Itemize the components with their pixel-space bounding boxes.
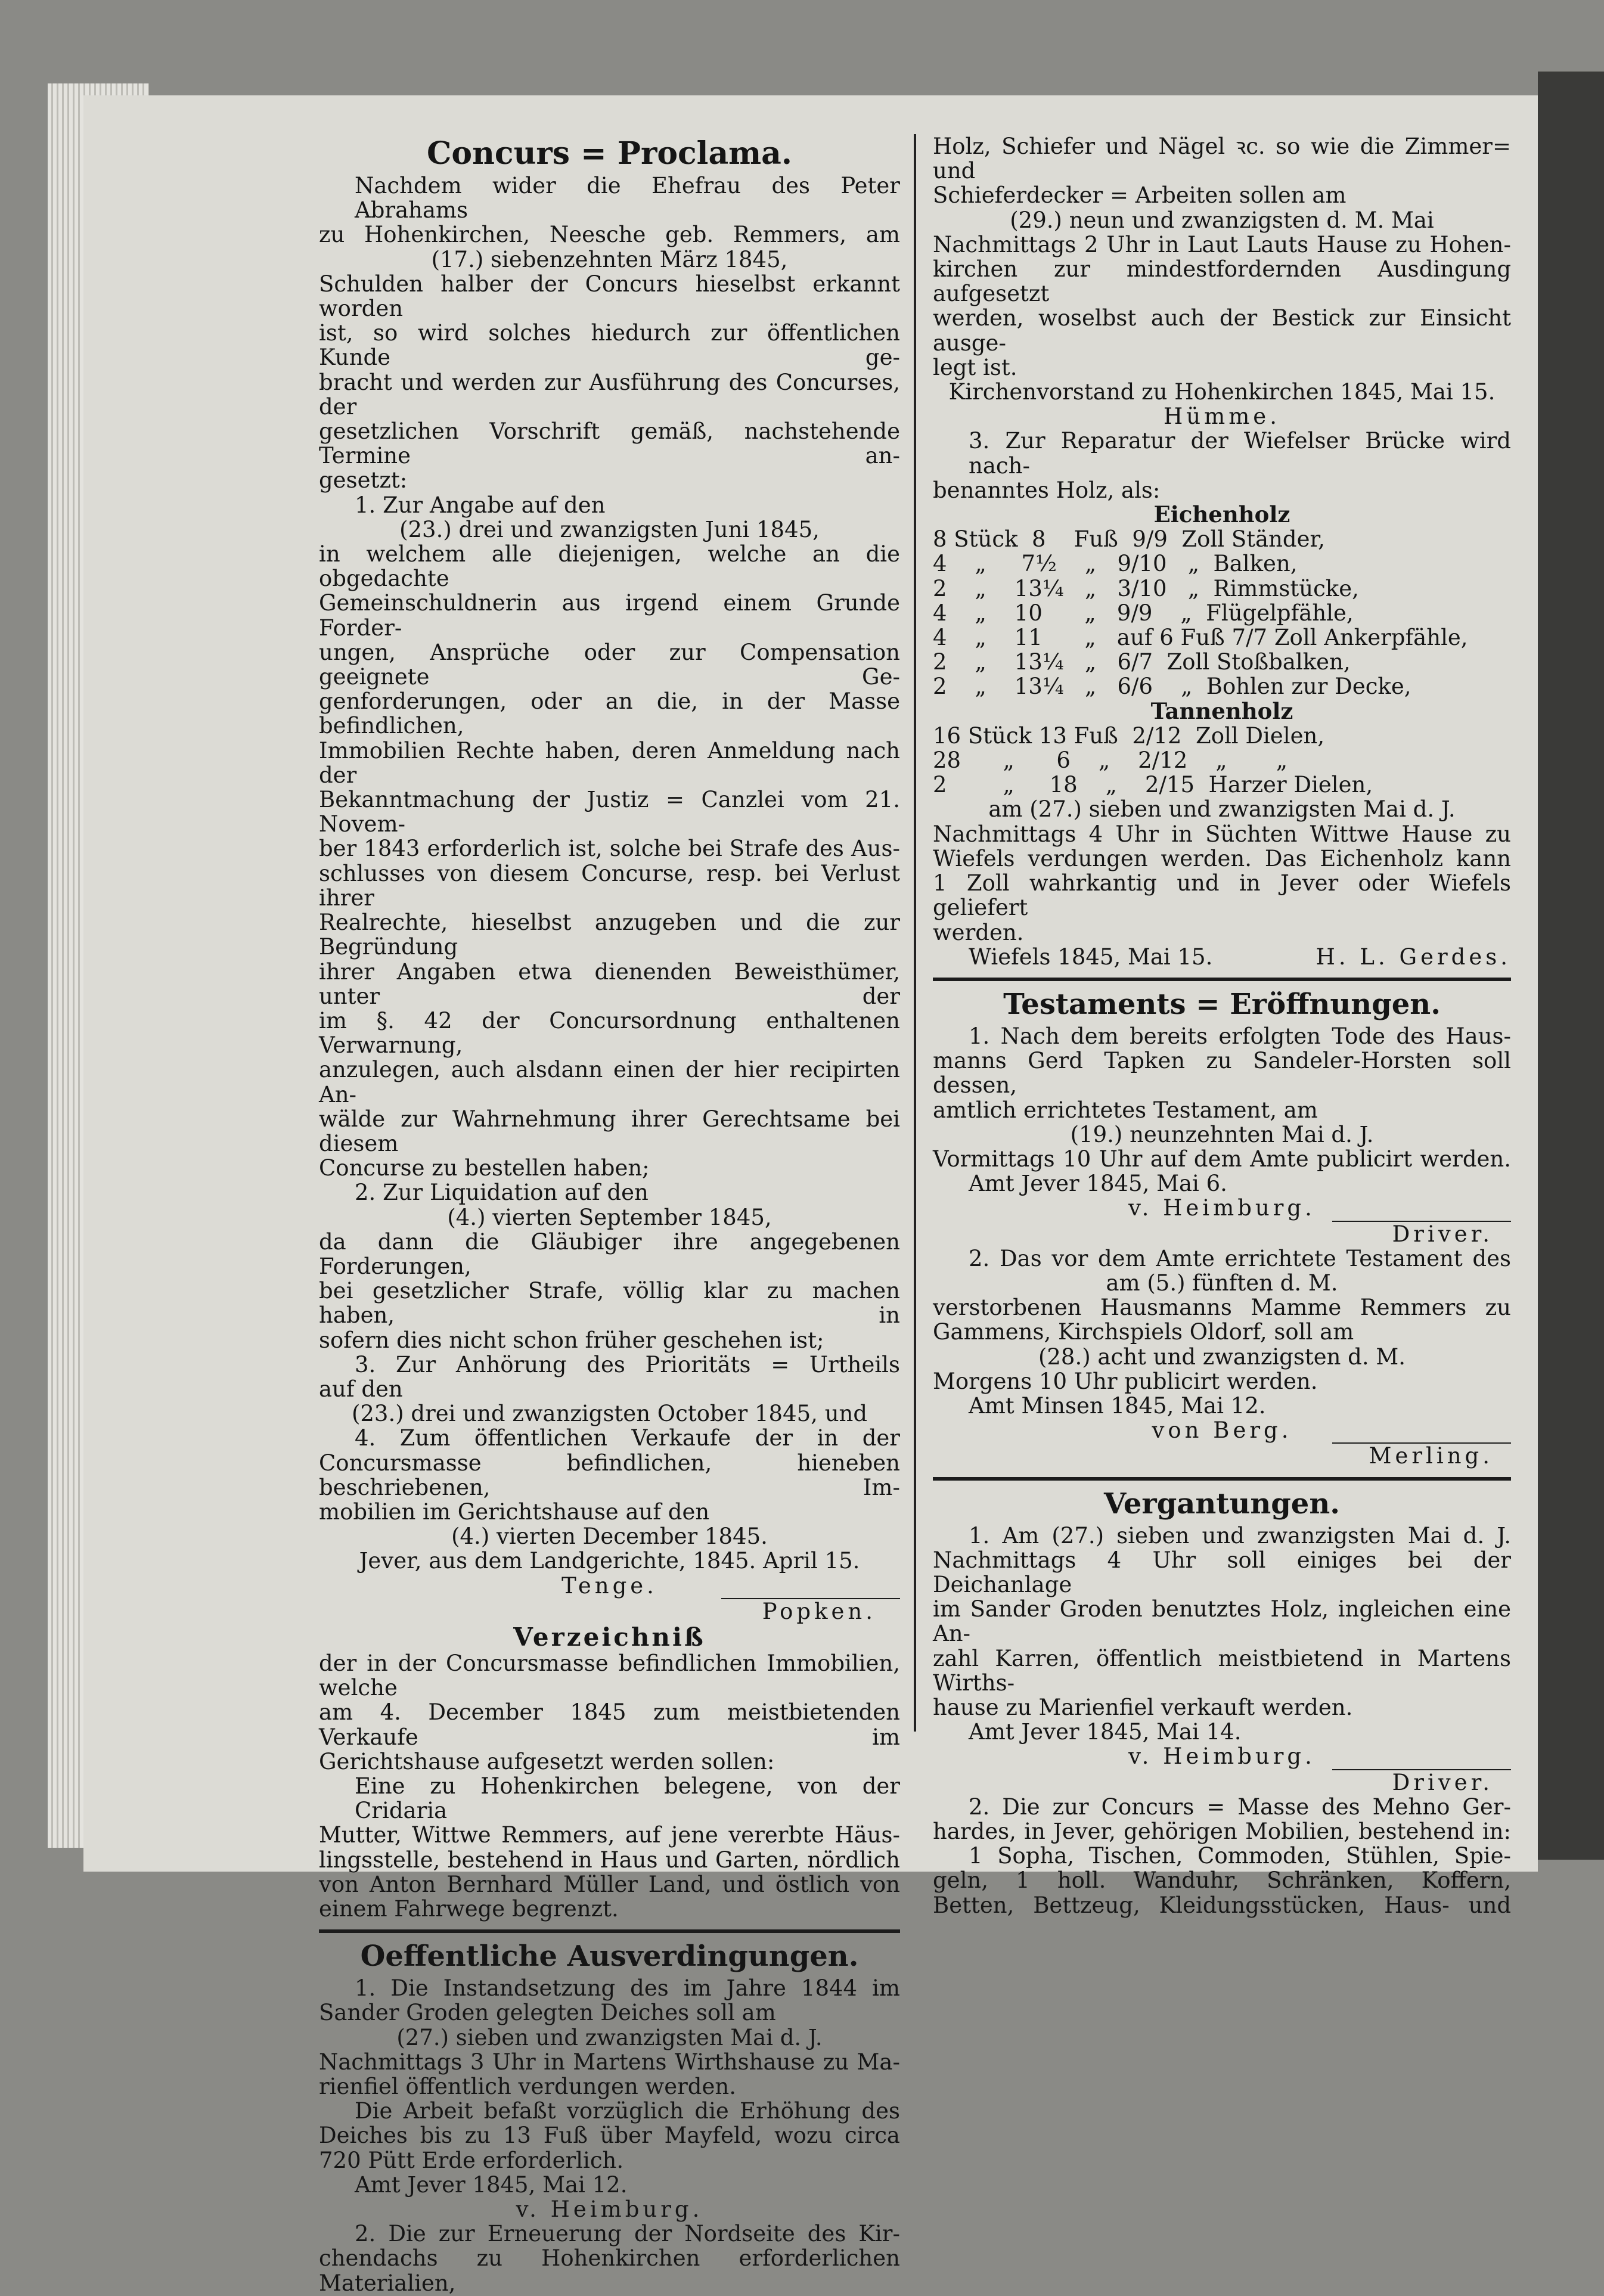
section-rule bbox=[933, 978, 1511, 981]
wood-list-row: 2 „ 13¼ „ 3/10 „ Rimmstücke, bbox=[933, 575, 1359, 601]
place-date-text: Wiefels 1845, Mai 15. bbox=[969, 944, 1213, 970]
term-line: 1. Zur Angabe auf den bbox=[355, 492, 606, 518]
place-date: Amt Jever 1845, Mai 6. bbox=[969, 1171, 1227, 1197]
date-line: (19.) neunzehnten Mai d. J. bbox=[1070, 1121, 1374, 1147]
text-line: Nachmittags 3 Uhr in Martens Wirthshause zu Ma- bbox=[319, 2049, 900, 2075]
date-line: (27.) sieben und zwanzigsten Mai d. J. bbox=[396, 2024, 823, 2050]
kirchendach-continued bbox=[933, 134, 1511, 429]
right-column bbox=[933, 134, 1511, 1918]
wood-list-row: 4 „ 11 „ auf 6 Fuß 7/7 Zoll Ankerpfähle, bbox=[933, 625, 1468, 651]
wood-list-row: 4 „ 7½ „ 9/10 „ Balken, bbox=[933, 551, 1298, 577]
text-line: 2. Die zur Erneuerung der Nordseite des Kir- bbox=[355, 2221, 900, 2247]
text-line: von Anton Bernhard Müller Land, und östlich von bbox=[319, 1871, 900, 1897]
text-line: manns Gerd Tapken zu Sandeler-Horsten soll dessen, bbox=[933, 1048, 1511, 1099]
text-line: Nachmittags 2 Uhr in Laut Lauts Hause zu Hohen- bbox=[933, 231, 1511, 257]
text-line: hause zu Marienfiel verkauft werden. bbox=[933, 1694, 1353, 1720]
text-line: Vormittags 10 Uhr auf dem Amte publicirt werden. bbox=[933, 1146, 1511, 1172]
text-line: bei gesetzlicher Strafe, völlig klar zu machen haben, in bbox=[319, 1278, 900, 1329]
text-line: 3. Zur Reparatur der Wiefelser Brücke wird nach- bbox=[969, 428, 1511, 479]
text-line: 1. Am (27.) sieben und zwanzigsten Mai d. J. bbox=[969, 1522, 1511, 1549]
text-line: da dann die Gläubiger ihre angegebenen Forderungen, bbox=[319, 1228, 900, 1279]
place-date: Jever, aus dem Landgerichte, 1845. April 15. bbox=[359, 1548, 860, 1574]
text-line: Sander Groden gelegten Deiches soll am bbox=[319, 2000, 776, 2026]
text-line: Nachdem wider die Ehefrau des Peter Abrahams bbox=[355, 173, 900, 224]
text-line: 720 Pütt Erde erforderlich. bbox=[319, 2147, 624, 2173]
signature: H. L. Gerdes. bbox=[1316, 944, 1511, 970]
text-line: amtlich errichtetes Testament, am bbox=[933, 1097, 1318, 1123]
place-date: Amt Minsen 1845, Mai 12. bbox=[969, 1392, 1266, 1419]
text-line: legt ist. bbox=[933, 354, 1017, 380]
text-line: sofern dies nicht schon früher geschehen ist; bbox=[319, 1327, 824, 1353]
text-line: zu Hohenkirchen, Neesche geb. Remmers, am bbox=[319, 222, 900, 248]
wood-type-heading: Tannenholz bbox=[1150, 697, 1293, 724]
text-line: 1 Zoll wahrkantig und in Jever oder Wiefels geliefert bbox=[933, 870, 1511, 921]
text-line: Mutter, Wittwe Remmers, auf jene vererbte Häus- bbox=[319, 1822, 900, 1848]
section-rule bbox=[933, 1477, 1511, 1481]
text-line: der in der Concursmasse befindlichen Immobilien, welche bbox=[319, 1650, 900, 1701]
section-rule bbox=[319, 1929, 900, 1933]
text-line: Immobilien Rechte haben, deren Anmeldung nach der bbox=[319, 737, 900, 788]
text-line: am 4. December 1845 zum meistbietenden Verkaufe im bbox=[319, 1699, 900, 1750]
signature: Merling. bbox=[1369, 1443, 1493, 1469]
text-line: 2. Die zur Concurs = Masse des Mehno Ger- bbox=[969, 1794, 1511, 1820]
text-line: im Sander Groden benutztes Holz, ingleichen eine An- bbox=[933, 1596, 1511, 1647]
text-line: verstorbenen Hausmanns Mamme Remmers zu bbox=[933, 1295, 1511, 1321]
text-line: chendachs zu Hohenkirchen erforderlichen Materialien, bbox=[319, 2245, 900, 2296]
wood-list-row: 2 „ 13¼ „ 6/7 Zoll Stoßbalken, bbox=[933, 649, 1351, 675]
text-line: Realrechte, hieselbst anzugeben und die zur Begründung bbox=[319, 910, 900, 960]
wood-type-heading: Eichenholz bbox=[1153, 501, 1290, 528]
term-line: 4. Zum öffentlichen Verkaufe der in der bbox=[355, 1425, 900, 1451]
text-line: rienfiel öffentlich verdungen werden. bbox=[319, 2074, 736, 2100]
verzeichniss bbox=[319, 1624, 900, 1921]
oeffentliche-ausverdingungen bbox=[319, 1939, 900, 2295]
wood-list-row: 4 „ 10 „ 9/9 „ Flügelpfähle, bbox=[933, 600, 1354, 626]
section-title: Testaments = Eröffnungen. bbox=[1003, 987, 1441, 1021]
wood-list-row: 2 „ 18 „ 2/15 Harzer Dielen, bbox=[933, 772, 1373, 798]
text-line: 2. Das vor dem Amte errichtete Testament des bbox=[969, 1245, 1511, 1271]
signature: Popken. bbox=[762, 1598, 876, 1624]
text-line: im §. 42 der Concursordnung enthaltenen Verwarnung, bbox=[319, 1007, 900, 1059]
left-column bbox=[319, 134, 900, 2295]
text-line: werden. bbox=[933, 919, 1024, 945]
text-line: Schieferdecker = Arbeiten sollen am bbox=[933, 182, 1347, 209]
signature: Driver. bbox=[1392, 1221, 1493, 1247]
date-line: (4.) vierten December 1845. bbox=[451, 1524, 768, 1550]
text-line: Schulden halber der Concurs hieselbst erkannt worden bbox=[319, 271, 900, 322]
vergantungen bbox=[933, 1487, 1511, 1918]
date-line: (28.) acht und zwanzigsten d. M. bbox=[1038, 1344, 1406, 1370]
text-line: ungen, Ansprüche oder zur Compensation geeignete Ge- bbox=[319, 639, 900, 690]
testaments-eroeffnungen bbox=[933, 987, 1511, 1469]
text-line: benanntes Holz, als: bbox=[933, 477, 1161, 503]
signature: v. Heimburg. bbox=[1128, 1195, 1316, 1221]
text-line: wälde zur Wahrnehmung ihrer Gerechtsame bei diesem bbox=[319, 1106, 900, 1156]
date-line: am (27.) sieben und zwanzigsten Mai d. J. bbox=[988, 796, 1456, 823]
text-line: geln, 1 holl. Wanduhr, Schränken, Koffern, bbox=[933, 1867, 1511, 1894]
signature: v. Heimburg. bbox=[1128, 1743, 1316, 1770]
book-spine bbox=[1538, 72, 1604, 1860]
text-line: Concurse zu bestellen haben; bbox=[319, 1155, 650, 1181]
place-date: Amt Jever 1845, Mai 14. bbox=[969, 1719, 1242, 1745]
place-date bbox=[933, 945, 1511, 969]
text-line: lingsstelle, bestehend in Haus und Garten, nördlich bbox=[319, 1847, 900, 1873]
signature: Hümme. bbox=[1164, 404, 1280, 430]
text-line: kirchen zur mindestfordernden Ausdingung aufgesetzt bbox=[933, 256, 1511, 307]
date-line: (23.) drei und zwanzigsten Juni 1845, bbox=[399, 516, 820, 542]
wood-list-row: 2 „ 13¼ „ 6/6 „ Bohlen zur Decke, bbox=[933, 674, 1411, 700]
date-line: (17.) siebenzehnten März 1845, bbox=[431, 246, 788, 272]
date-line: (4.) vierten September 1845, bbox=[447, 1204, 772, 1230]
term-line: 2. Zur Liquidation auf den bbox=[355, 1180, 649, 1206]
signature: v. Heimburg. bbox=[516, 2196, 703, 2223]
text-line: ber 1843 erforderlich ist, solche bei Strafe des Aus- bbox=[319, 836, 900, 862]
text-line: gesetzt: bbox=[319, 467, 408, 494]
text-line: auf den bbox=[319, 1376, 403, 1402]
text-line: Gammens, Kirchspiels Oldorf, soll am bbox=[933, 1319, 1354, 1345]
wood-list-row: 28 „ 6 „ 2/12 „ „ bbox=[933, 747, 1287, 774]
text-line: bracht und werden zur Ausführung des Concurses, der bbox=[319, 369, 900, 420]
text-line: 1. Die Instandsetzung des im Jahre 1844 im bbox=[355, 1975, 900, 2002]
bruecke-reparatur bbox=[933, 429, 1511, 969]
wood-list-row: 8 Stück 8 Fuß 9/9 Zoll Ständer, bbox=[933, 526, 1325, 553]
text-line: 1 Sopha, Tischen, Commoden, Stühlen, Spie- bbox=[969, 1843, 1511, 1869]
text-line: ist, so wird solches hiedurch zur öffentlichen Kunde ge- bbox=[319, 320, 900, 371]
section-title: Vergantungen. bbox=[1104, 1487, 1340, 1521]
text-line: zahl Karren, öffentlich meistbietend in Martens Wirths- bbox=[933, 1645, 1511, 1696]
section-title: Concurs = Proclama. bbox=[427, 135, 792, 172]
text-line: Gerichtshause aufgesetzt werden sollen: bbox=[319, 1748, 775, 1774]
text-line: Wiefels verdungen werden. Das Eichenholz kann bbox=[933, 845, 1511, 871]
text-line: werden, woselbst auch der Bestick zur Einsicht ausge- bbox=[933, 305, 1511, 356]
text-line: Holz, Schiefer und Nägel ꝛc. so wie die Zimmer= und bbox=[933, 134, 1511, 184]
text-line: genforderungen, oder an die, in der Masse befindlichen, bbox=[319, 688, 900, 739]
text-line: hardes, in Jever, gehörigen Mobilien, bestehend in: bbox=[933, 1819, 1511, 1844]
date-line: (29.) neun und zwanzigsten d. M. Mai bbox=[1010, 207, 1434, 233]
text-line: in welchem alle diejenigen, welche an die obgedachte bbox=[319, 541, 900, 592]
signature: Tenge. bbox=[561, 1572, 657, 1599]
column-divider bbox=[914, 134, 916, 1732]
text-line: Gemeinschuldnerin aus irgend einem Grunde Forder- bbox=[319, 590, 900, 641]
text-line: Bekanntmachung der Justiz = Canzlei vom 21. Novem- bbox=[319, 787, 900, 837]
term-line: 3. Zur Anhörung des Prioritäts = Urtheils bbox=[355, 1351, 900, 1377]
text-line: gesetzlichen Vorschrift gemäß, nachstehende Termine an- bbox=[319, 418, 900, 469]
place-date: Kirchenvorstand zu Hohenkirchen 1845, Mai 15. bbox=[948, 379, 1496, 405]
date-line: (23.) drei und zwanzigsten October 1845, und bbox=[351, 1401, 868, 1427]
text-line: Eine zu Hohenkirchen belegene, von der Cridaria bbox=[355, 1773, 900, 1824]
text-line: Deiches bis zu 13 Fuß über Mayfeld, wozu circa bbox=[319, 2123, 900, 2149]
place-date: Amt Jever 1845, Mai 12. bbox=[355, 2171, 628, 2198]
text-line: mobilien im Gerichtshause auf den bbox=[319, 1498, 710, 1525]
text-line: ihrer Angaben etwa dienenden Beweisthümer, unter der bbox=[319, 958, 900, 1009]
text-line: Concursmasse befindlichen, hieneben beschriebenen, Im- bbox=[319, 1450, 900, 1500]
text-line: Betten, Bettzeug, Kleidungsstücken, Haus- und bbox=[933, 1892, 1511, 1918]
section-title: Oeffentliche Ausverdingungen. bbox=[360, 1940, 859, 1974]
text-line: einem Fahrwege begrenzt. bbox=[319, 1896, 619, 1922]
text-line: Nachmittags 4 Uhr soll einiges bei der Deichanlage bbox=[933, 1547, 1511, 1597]
signature: von Berg. bbox=[1152, 1417, 1292, 1444]
text-line: anzulegen, auch alsdann einen der hier recipirten An- bbox=[319, 1057, 900, 1107]
text-line: 1. Nach dem bereits erfolgten Tode des Haus- bbox=[969, 1023, 1511, 1049]
section-subtitle: Verzeichniß bbox=[513, 1622, 706, 1652]
concurs-proclama bbox=[319, 136, 900, 1624]
date-line: am (5.) fünften d. M. bbox=[1106, 1270, 1338, 1296]
signature: Driver. bbox=[1392, 1769, 1493, 1795]
wood-list-row: 16 Stück 13 Fuß 2/12 Zoll Dielen, bbox=[933, 722, 1325, 749]
text-line: Nachmittags 4 Uhr in Süchten Wittwe Hause zu bbox=[933, 821, 1511, 847]
text-line: Morgens 10 Uhr publicirt werden. bbox=[933, 1368, 1318, 1394]
text-line: Die Arbeit befaßt vorzüglich die Erhöhung des bbox=[355, 2098, 900, 2124]
text-line: schlusses von diesem Concurse, resp. bei Verlust ihrer bbox=[319, 860, 900, 911]
